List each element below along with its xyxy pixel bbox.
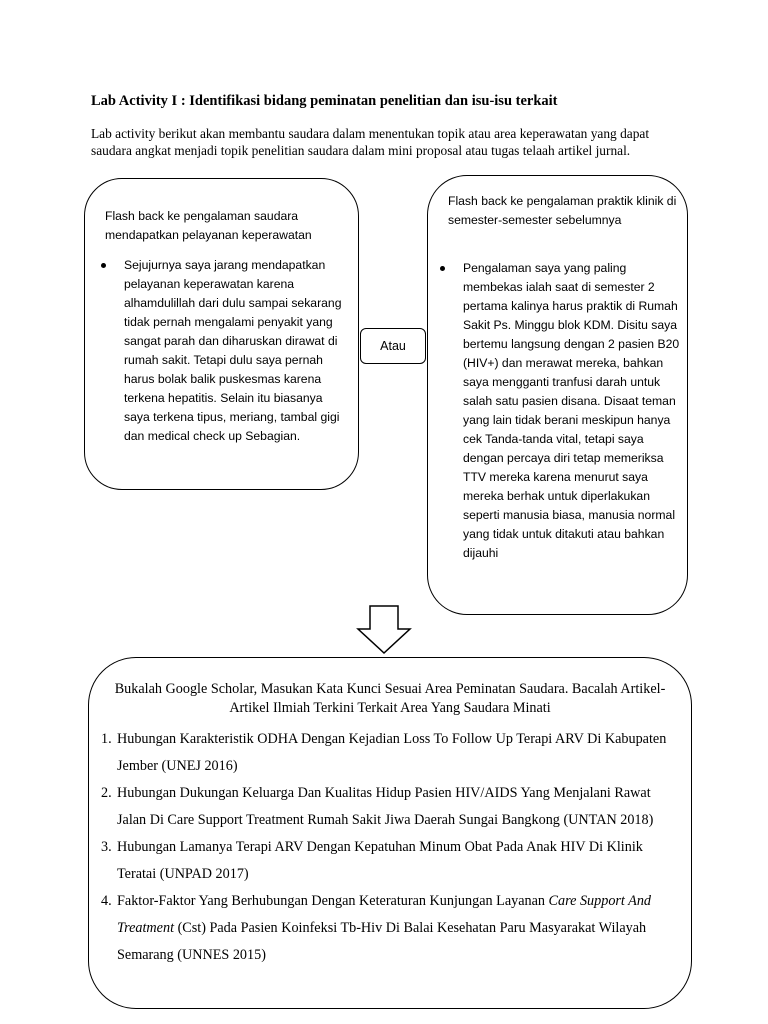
bullet-icon	[101, 263, 106, 268]
down-arrow-icon	[355, 605, 413, 655]
list-item-text: Hubungan Karakteristik ODHA Dengan Kejadian Loss To Follow Up Terapi ARV Di Kabupaten Jember (UNEJ 2016)	[117, 731, 667, 774]
list-item	[101, 888, 671, 969]
personal-experience-text: Sejujurnya saya jarang mendapatkan pelayanan keperawatan karena alhamdulillah dari dulu sampai sekarang tidak pernah mengalami penyakit yang sangat parah dan diharuskan dirawat di rumah sakit. Tetapi dulu saya pernah harus bolak balik puskesmas karena terkena hepatitis. Selain itu biasanya saya terkena tipus, meriang, tambal gigi dan medical check up Sebagian.	[124, 258, 342, 443]
list-item	[101, 726, 671, 780]
list-item-text	[117, 888, 671, 969]
clinical-experience-bullet	[440, 259, 680, 563]
list-item-number: 1.	[101, 731, 112, 747]
personal-experience-box	[84, 178, 359, 490]
list-item-number: 2.	[101, 785, 112, 801]
intro-paragraph: Lab activity berikut akan membantu saudara dalam menentukan topik atau area keperawatan yang dapat saudara angkat menjadi topik penelitian saudara dalam mini proposal atau tugas telaah artikel jurnal.	[91, 126, 650, 158]
clinical-experience-text: Pengalaman saya yang paling membekas ialah saat di semester 2 pertama kalinya harus praktik di Rumah Sakit Ps. Minggu blok KDM. Disitu saya bertemu langsung dengan 2 pasien B20 (HIV+) dan merawat mereka, bahkan saya mengganti tranfusi darah untuk salah satu pasien disana. Disaat teman yang lain tidak berani meskipun hanya cek Tanda-tanda vital, tetapi saya dengan percaya diri tetap memeriksa TTV mereka karena menurut saya mereka berhak untuk diperlakukan seperti manusia biasa, manusia normal yang tidak untuk ditakuti atau bahkan dijauhi	[463, 261, 680, 560]
personal-experience-title: Flash back ke pengalaman saudara mendapatkan pelayanan keperawatan	[105, 209, 312, 242]
list-item-number: 4.	[101, 893, 112, 909]
google-scholar-instruction: Bukalah Google Scholar, Masukan Kata Kunci Sesuai Area Peminatan Saudara. Bacalah Artikel-Artikel Ilmiah Terkini Terkait Area Yang Saudara Minati	[114, 681, 666, 716]
atau-connector: Atau	[360, 328, 426, 364]
clinical-experience-title: Flash back ke pengalaman praktik klinik di semester-semester sebelumnya	[448, 194, 677, 227]
clinical-experience-box	[427, 175, 688, 615]
list-item-text: Hubungan Lamanya Terapi ARV Dengan Kepatuhan Minum Obat Pada Anak HIV Di Klinik Teratai (UNPAD 2017)	[117, 839, 643, 882]
list-item-text-after: (Cst) Pada Pasien Koinfeksi Tb-Hiv Di Balai Kesehatan Paru Masyarakat Wilayah Semarang (UNNES 2015)	[117, 920, 647, 963]
bullet-icon	[440, 266, 445, 271]
list-item	[101, 780, 671, 834]
article-list	[101, 726, 671, 969]
google-scholar-box	[88, 657, 692, 1009]
list-item-text-italic: Care Support And Treatment	[117, 893, 652, 936]
list-item-text: Hubungan Dukungan Keluarga Dan Kualitas Hidup Pasien HIV/AIDS Yang Menjalani Rawat Jalan Di Care Support Treatment Rumah Sakit Jiwa Daerah Sungai Bangkong (UNTAN 2018)	[117, 785, 654, 828]
list-item	[101, 834, 671, 888]
page-heading: Lab Activity I : Identifikasi bidang peminatan penelitian dan isu-isu terkait	[91, 93, 558, 109]
list-item-number: 3.	[101, 839, 112, 855]
personal-experience-bullet	[101, 256, 347, 446]
list-item-text-before: Faktor-Faktor Yang Berhubungan Dengan Keteraturan Kunjungan Layanan	[117, 893, 549, 909]
